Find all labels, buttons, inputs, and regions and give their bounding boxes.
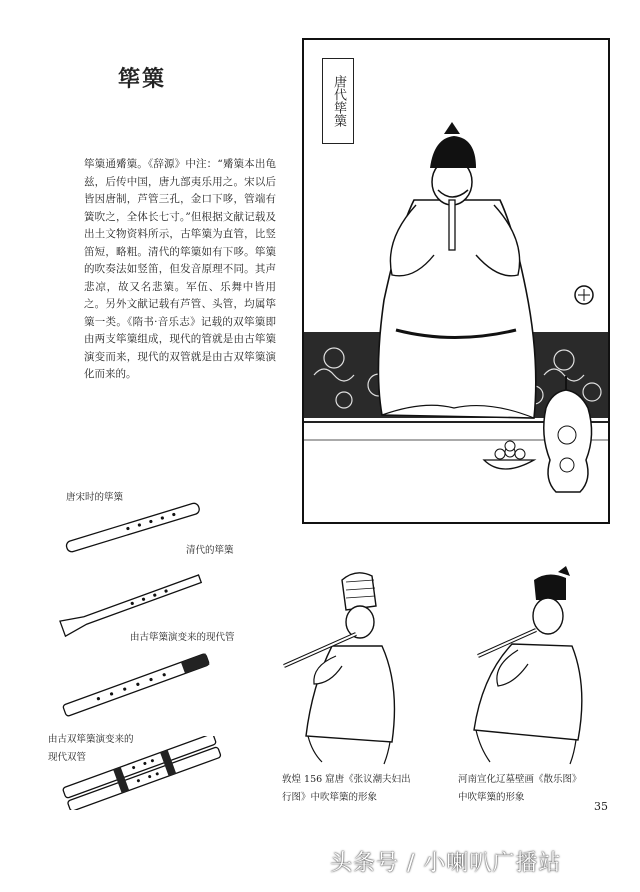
caption-double-guan-line1: 由古双筚篥演变来的 xyxy=(48,734,134,745)
page-number: 35 xyxy=(594,800,608,813)
caption-dunhuang-line2: 行图》中吹筚篥的形象 xyxy=(282,792,378,803)
paragraph-text: 筚篥通觱篥。《辞源》中注：“觱篥本出龟兹，后传中国，唐九部夷乐用之。宋以后皆因唐制，芦管三孔，金口下哆，管端有簧吹之，全体长七寸。”但根据文献记载及出土文物资料所示，古筚篥为直管，比竖笛短，略粗。清代的筚篥如有下哆。筚篥的吹奏法如竖笛，但发音原理不同。其声悲凉，故又名悲篥。军伍、乐舞中皆用之。另外文献记载有芦管、头管，均属筚篥一类。《隋书·音乐志》记载的双筚篥即由两支筚篥组成，现代的管就是由古筚篥演变而来，现代的双管就是由古双筚篥演化而来的。 xyxy=(84,158,276,380)
caption-dunhuang-line1: 敦煌 156 窟唐《张议潮夫妇出 xyxy=(282,774,411,785)
watermark-text: 头条号 / 小喇叭广播站 xyxy=(330,851,562,876)
panel-label: 唐代筚篥 xyxy=(322,58,354,144)
caption-double-guan-line2: 现代双管 xyxy=(48,752,87,763)
caption-qing-bili: 清代的筚篥 xyxy=(186,545,234,556)
body-paragraph xyxy=(84,156,276,384)
modern-guan-drawing xyxy=(56,650,216,720)
caption-modern-guan: 由古筚篥演变来的现代管 xyxy=(130,632,235,643)
double-guan-drawing xyxy=(56,736,228,810)
caption-liao-line1: 河南宣化辽墓壁画《散乐图》 xyxy=(458,774,582,785)
page-title: 筚篥 xyxy=(118,66,167,92)
caption-liao-line2: 中吹筚篥的形象 xyxy=(458,792,525,803)
dunhuang-figure-sketch xyxy=(272,566,422,766)
liao-tomb-figure-sketch xyxy=(448,566,598,766)
caption-tang-song-bili: 唐宋时的筚篥 xyxy=(66,492,124,503)
